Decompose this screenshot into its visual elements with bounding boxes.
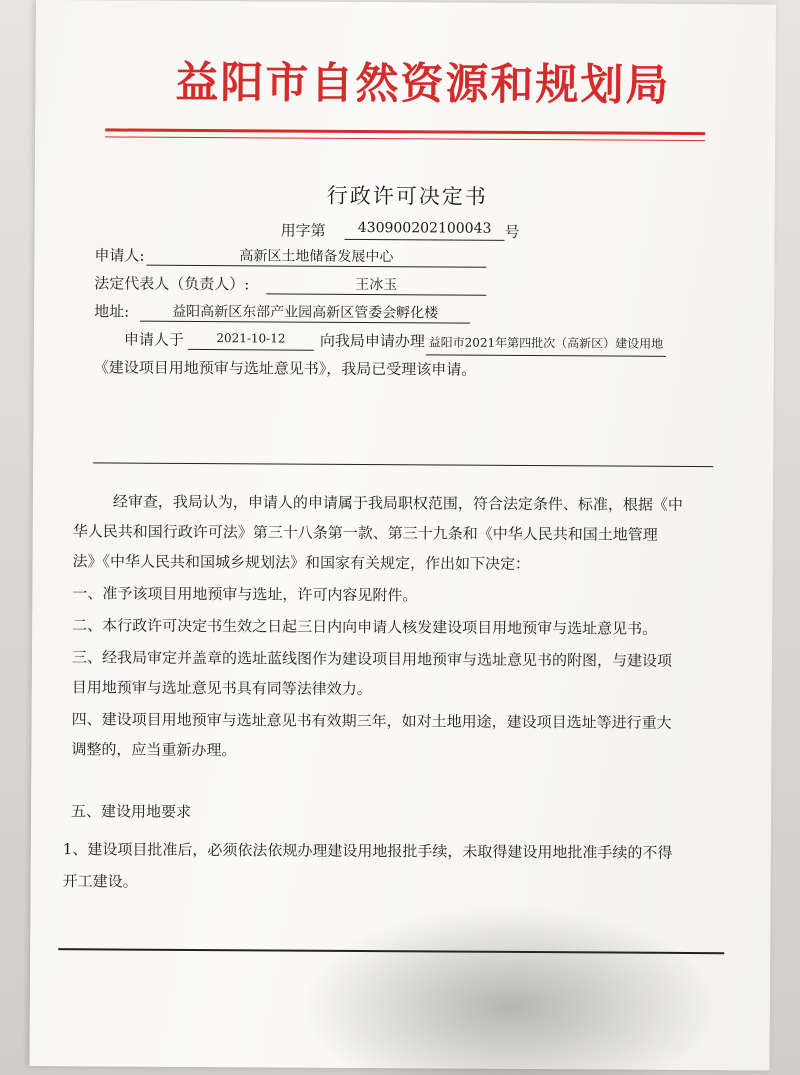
address-label: 地址: (94, 302, 130, 321)
number-prefix: 用字第 (280, 221, 326, 240)
org-name: 益阳市自然资源和规划局 (175, 57, 671, 111)
apply-line-2: 《建设项目用地预审与选址意见书》，我局已受理该申请。 (93, 358, 477, 379)
legal-rep-label: 法定代表人（负责人）: (94, 274, 250, 294)
number-value: 430900202100043 (357, 219, 492, 237)
requirement-1-line-2: 开工建设。 (62, 872, 138, 891)
decision-item-3-line-2: 目用地预审与选址意见书具有同等法律效力。 (71, 678, 372, 699)
apply-prefix: 申请人于 (123, 330, 184, 349)
section-divider-top (93, 462, 713, 467)
decision-item-4-line-1: 四、建设项目用地预审与选址意见书有效期三年，如对土地用途，建设项目选址等进行重大 (71, 710, 672, 732)
applicant-label: 申请人: (94, 246, 145, 265)
doc-title: 行政许可决定书 (326, 183, 488, 209)
legal-rep-value: 王冰玉 (355, 276, 398, 294)
review-line-2: 华人民共和国行政许可法》第三十八条第一款、第三十九条和《中华人民共和国土地管理 (72, 522, 658, 544)
number-underline (345, 239, 505, 241)
address-value: 益阳高新区东部产业园高新区管委会孵化楼 (172, 303, 439, 322)
decision-item-3-line-1: 三、经我局审定并盖章的选址蓝线图作为建设项目用地预审与选址意见书的附图，与建设项 (71, 648, 673, 670)
apply-date-underline (188, 349, 314, 351)
decision-item-4-line-2: 调整的，应当重新办理。 (71, 740, 237, 760)
review-line-1: 经审查，我局认为，申请人的申请属于我局职权范围，符合法定条件、标准，根据《中 (112, 492, 683, 514)
apply-project-underline (426, 354, 666, 356)
header-rule-thick (105, 128, 705, 135)
legal-rep-underline (266, 293, 486, 295)
section-5-heading: 五、建设用地要求 (70, 802, 192, 821)
number-suffix: 号 (504, 222, 520, 241)
apply-date: 2021-10-12 (216, 331, 286, 346)
decision-item-2: 二、本行政许可决定书生效之日起三日内向申请人核发建设项目用地预审与选址意见书。 (72, 616, 658, 638)
apply-project: 益阳市2021年第四批次（高新区）建设用地 (428, 335, 664, 351)
applicant-value: 高新区土地储备发展中心 (239, 248, 394, 266)
decision-item-1: 一、准予该项目用地预审与选址，许可内容见附件。 (72, 584, 418, 605)
apply-mid: 向我局申请办理 (319, 331, 425, 351)
hand-shadow (300, 905, 720, 1075)
review-line-3: 法》《中华人民共和国城乡规划法》和国家有关规定，作出如下决定： (72, 552, 531, 574)
header-rule-thin (105, 136, 705, 141)
requirement-1-line-1: 1、建设项目批准后，必须依法依规办理建设用地报批手续，未取得建设用地批准手续的不得 (62, 840, 673, 862)
